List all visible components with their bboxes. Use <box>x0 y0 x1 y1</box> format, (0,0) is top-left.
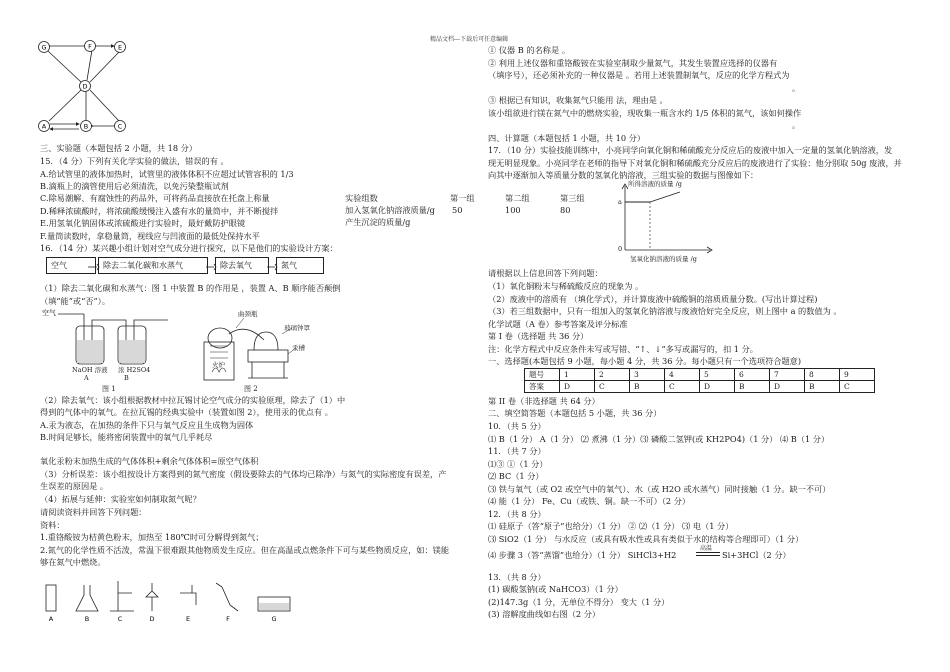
svg-text:B: B <box>84 615 90 623</box>
q16-part2-line1: （2）除去氧气：该小组根据教材中拉瓦锡讨论空气成分的实验原理，除去了（1）中 <box>40 395 346 405</box>
a12-4-equals-bottom <box>696 555 720 556</box>
r-q16-4-1: ① 仪器 B 的名称是 。 <box>488 45 570 55</box>
a11-2: ⑵ BC（1 分） <box>488 471 544 481</box>
svg-text:E: E <box>185 615 191 623</box>
graph-xlabel: 氢氧化钠溶液的质量 /g <box>630 255 697 263</box>
data-group-1: 第一组 <box>450 193 475 203</box>
r-q16-4-3c: 。 <box>792 120 801 130</box>
fig2-label-bell-jar: 玻璃钟罩 <box>284 324 310 332</box>
fig1-label-naoh: NaOH 溶液 <box>72 366 108 374</box>
section-four-title: 四、计算题（本题包括 1 小题，共 10 分） <box>488 133 646 143</box>
a13-3: (3) 溶解度曲线如右图（2 分） <box>488 609 601 619</box>
answer-table <box>524 368 875 393</box>
q17-line3: 向其中逐渐加入等质量分数的氢氧化钠溶液，三组实验的数据与图像如下： <box>488 170 759 180</box>
a12-4-condition: 高温 <box>700 545 713 552</box>
fig2-label-furnace: 火炉 <box>212 361 225 369</box>
fig1-air-label: 空气 <box>42 309 56 317</box>
a12-4-product: Si+3HCl（2 分） <box>722 550 791 560</box>
a11-4: ⑷ 能（1 分） Fe、Cu（或铁、铜。缺一不可）（2 分） <box>488 496 691 506</box>
apparatus-b <box>76 585 98 611</box>
flow-air: 空气 <box>46 257 96 274</box>
q16-part1-line2: （填“能”或“否”）。 <box>40 296 110 306</box>
flow-arrows <box>86 262 286 272</box>
material-2-line2: 够在氮气中燃烧。 <box>40 557 106 567</box>
graph-origin: 0 <box>618 245 623 253</box>
a11-1: ⑴③ ①（1 分） <box>488 459 548 469</box>
apparatus-d <box>146 583 158 611</box>
svg-text:D: D <box>82 82 88 91</box>
r-q16-4-2: ② 利用上述仪器和重铬酸铵在实验室制取少量氮气，其发生装置应选择的仪器有 <box>488 58 778 68</box>
q17-line2: 现无明显现象。小亮同学在老师的指导下对氧化铜和稀硫酸充分反应后的废液进行了实验：他分别取 50g 废液，并 <box>488 158 902 168</box>
a10-title: 10．（共 5 分） <box>488 421 546 431</box>
q15-option-b: B.滴瓶上的滴管使用后必须清洗，以免污染整瓶试剂 <box>40 181 229 191</box>
q15-option-f: F.量筒读数时，拿稳量筒，视线应与凹液面的最低处保持水平 <box>40 231 260 241</box>
fig1-label-a: A <box>84 374 89 382</box>
r-q16-4-2b: （填序号），还必须补充的一种仪器是 。若用上述装置制氧气，反应的化学方程式为 <box>488 70 790 80</box>
fig1-caption: 图 1 <box>102 385 116 393</box>
choice-section-title: 一、选择题(本题包括 9 小题，每小题 4 分，共 36 分。每小题只有一个选项符合题意) <box>488 356 802 366</box>
material-1: 1.重铬酸铵为桔黄色粉末，加热至 180℃时可分解得到氮气； <box>40 532 264 542</box>
q17-graph <box>610 180 720 260</box>
fig2-label-retort: 曲颈瓶 <box>238 310 258 318</box>
a12-1: ⑴ 硅原子（答“原子”也给分）（1 分） ② ⑵（1 分） ⑶ 电（1 分） <box>488 521 734 531</box>
graph-a-label: a <box>618 198 622 206</box>
q16-part2-option-b: B.时间足够长，能将密闭装置中的氧气几乎耗尽 <box>40 432 213 442</box>
q17-part1: （1）氧化铜粉末与稀硫酸反应的现象为 。 <box>488 281 644 291</box>
q16-part1-line1: （1）除去二氧化碳和水蒸气：图 1 中装置 B 的作用是 ，装置 A、B 顺序能否颠倒 <box>40 283 341 293</box>
page-header: 精品文档---下载后可任意编辑 <box>430 36 509 43</box>
apparatus-a <box>46 585 56 611</box>
a13-2: (2)147.3g（1 分，无单位不得分） 变大（1 分） <box>488 597 670 607</box>
fig1-label-h2so4: 浓 H2SO4 <box>118 366 151 374</box>
fig2-label-mercury: 汞槽 <box>292 344 305 352</box>
q17-line1: 17．（10 分）实验技能训练中，小亮同学向氧化铜和稀硫酸充分反应后的废液中加入一定量的氢氧化钠溶液，发 <box>488 145 893 155</box>
apparatus-e <box>180 585 196 605</box>
svg-text:C: C <box>117 122 123 131</box>
fill-section-title: 二、填空简答题（本题包括 5 小题，共 36 分） <box>488 408 662 418</box>
svg-text:G: G <box>271 615 277 623</box>
q16-stem: 16．（14 分）某兴趣小组计划对空气成分进行探究，以下是他们的实验设计方案： <box>40 243 338 253</box>
data-group-3: 第三组 <box>560 193 585 203</box>
q16-part2-line2: 得到的气体中的氧气。在拉瓦锡的经典实验中（装置如图 2），使用汞的优点有 。 <box>40 407 333 417</box>
data-group-2: 第二组 <box>505 193 530 203</box>
flow-remove-co2-h2o: 除去二氧化碳和水蒸气 <box>98 257 208 274</box>
data-row-label-3: 产生沉淀的质量/g <box>345 217 411 227</box>
a12-4-equals-top <box>696 552 720 553</box>
answer-key-title: 化学试题（A 卷）参考答案及评分标准 <box>488 319 628 329</box>
svg-text:A: A <box>48 615 54 623</box>
flow-remove-o2: 除去氧气 <box>215 257 269 274</box>
scoring-note: 注：化学方程式中反应条件未写或写错、“↑、↓”多写或漏写的，扣 1 分。 <box>488 344 758 354</box>
data-value-2: 100 <box>505 205 521 215</box>
q15-option-e: E.用氢氧化钠固体或浓硫酸进行实验时，最好戴防护眼镜 <box>40 218 246 228</box>
apparatus-row <box>40 575 300 625</box>
svg-text:E: E <box>117 43 123 52</box>
apparatus-c <box>110 581 134 611</box>
a10-answer: ⑴ B（1 分） A（1 分） ⑵ 煮沸（1 分）⑶ 磷酸二氢钾(或 KH2PO4)（1 分） ⑷ B（1 分） <box>488 434 830 444</box>
q15-stem: 15．（4 分）下列有关化学实验的做法，错误的有 。 <box>40 156 229 166</box>
reading-prompt: 请阅读资料并回答下列问题： <box>40 507 147 517</box>
section-three-title: 三、实验题（本题包括 2 小题，共 18 分） <box>40 143 198 153</box>
svg-text:D: D <box>149 615 155 623</box>
fig1-label-b: B <box>124 374 129 382</box>
graph-ylabel: 所得溶液的质量 /g <box>628 180 682 188</box>
figure-1-apparatus <box>40 308 180 390</box>
svg-text:F: F <box>88 42 92 51</box>
fig2-caption: 图 2 <box>244 385 258 393</box>
q16-part3-line1: （3）分析误差：该小组按设计方案得到的氮气密度（假设要除去的气体均已除净）与氮气的实际密度有误差，产 <box>40 469 447 479</box>
a13-1: (1) 碳酸氢钠(或 NaHCO3）（1 分） <box>488 584 623 594</box>
q16-part3-line2: 生误差的原因是 。 <box>40 481 109 491</box>
q16-part2-option-a: A.汞为液态，在加热的条件下只与氧气反应且生成物为固体 <box>40 420 254 430</box>
material-title: 资料： <box>40 520 65 530</box>
q16-part2-option-c: 氧化汞粉末加热生成的气体体积+剩余气体体积=原空气体积 <box>40 456 259 466</box>
relation-diagram <box>30 38 140 138</box>
answer-table-answer-row: 答案 D C B C D B D B C <box>525 381 875 393</box>
volume-2-title: 第 II 卷（非选择题 共 64 分） <box>488 396 600 406</box>
q15-option-d: D.稀释浓硫酸时，将浓硫酸缓慢注入盛有水的量筒中，并不断搅拌 <box>40 206 279 216</box>
flow-nitrogen: 氮气 <box>276 257 324 274</box>
a13-title: 13．（共 8 分） <box>488 572 546 582</box>
svg-text:A: A <box>41 122 47 131</box>
svg-text:C: C <box>117 615 123 623</box>
a11-3: ⑶ 铁与氧气（或 O2 或空气中的氧气）、水（或 H2O 或水蒸气）同时接触（1 分。缺一不可） <box>488 484 831 494</box>
material-2-line1: 2.氮气的化学性质不活泼，常温下很难跟其他物质发生反应。但在高温或点燃条件下可与某些物质反应，如：镁能 <box>40 545 450 555</box>
q15-option-c: C.除易潮解、有腐蚀性的药品外，可将药品直接放在托盘上称量 <box>40 193 270 203</box>
q15-option-a: A.给试管里的液体加热时，试管里的液体体积不应超过试管容积的 1/3 <box>40 169 294 179</box>
r-q16-4-3b: 该小组欲进行镁在氮气中的燃烧实验，现收集一瓶含水约 1/5 体积的氮气，该如何操作 <box>488 108 802 118</box>
data-row-label-2: 加入氢氧化钠溶液质量/g <box>345 205 435 215</box>
a12-title: 12．（共 8 分） <box>488 509 546 519</box>
mercury-trough <box>248 350 288 362</box>
data-value-1: 50 <box>452 205 463 215</box>
q17-part3: （3）若三组数据中，只有一组加入的氢氧化钠溶液与废液恰好完全反应，则上图中 a 的数值为 。 <box>488 306 842 316</box>
q17-part2: （2）废液中的溶质有 （填化学式），并计算废液中硫酸铜的溶质质量分数。(写出计算过程) <box>488 294 818 304</box>
svg-text:G: G <box>41 43 47 52</box>
data-value-3: 80 <box>560 205 571 215</box>
svg-text:F: F <box>226 615 230 623</box>
a11-title: 11．（共 7 分） <box>488 446 546 456</box>
q17-prompt: 请根据以上信息回答下列问题： <box>488 268 603 278</box>
r-q16-4-2c: 。 <box>792 83 801 93</box>
a12-4: ⑷ 步骤 3（答“蒸馏”也给分）（1 分） SiHCl3+H2 <box>488 550 677 560</box>
q16-part4: （4）拓展与延伸：实验室如何制取氮气呢？ <box>40 494 201 504</box>
retort <box>208 328 232 348</box>
apparatus-f <box>216 583 238 611</box>
figure-2-lavoisier-apparatus <box>196 312 336 387</box>
answer-table-header-row: 题号 1 2 3 4 5 6 7 8 9 <box>525 369 875 381</box>
data-row-label-1: 实验组数 <box>345 193 378 203</box>
volume-1-title: 第 I 卷（选择题 共 36 分） <box>488 331 589 341</box>
a12-3: ⑶ SiO2（1 分） 与水反应（或具有吸水性或具有类似于水的结构等合理即可）（1 分） <box>488 534 804 544</box>
r-q16-4-3: ③ 根据已有知识，收集氮气只能用 法，理由是 。 <box>488 95 668 105</box>
svg-text:B: B <box>83 122 89 131</box>
